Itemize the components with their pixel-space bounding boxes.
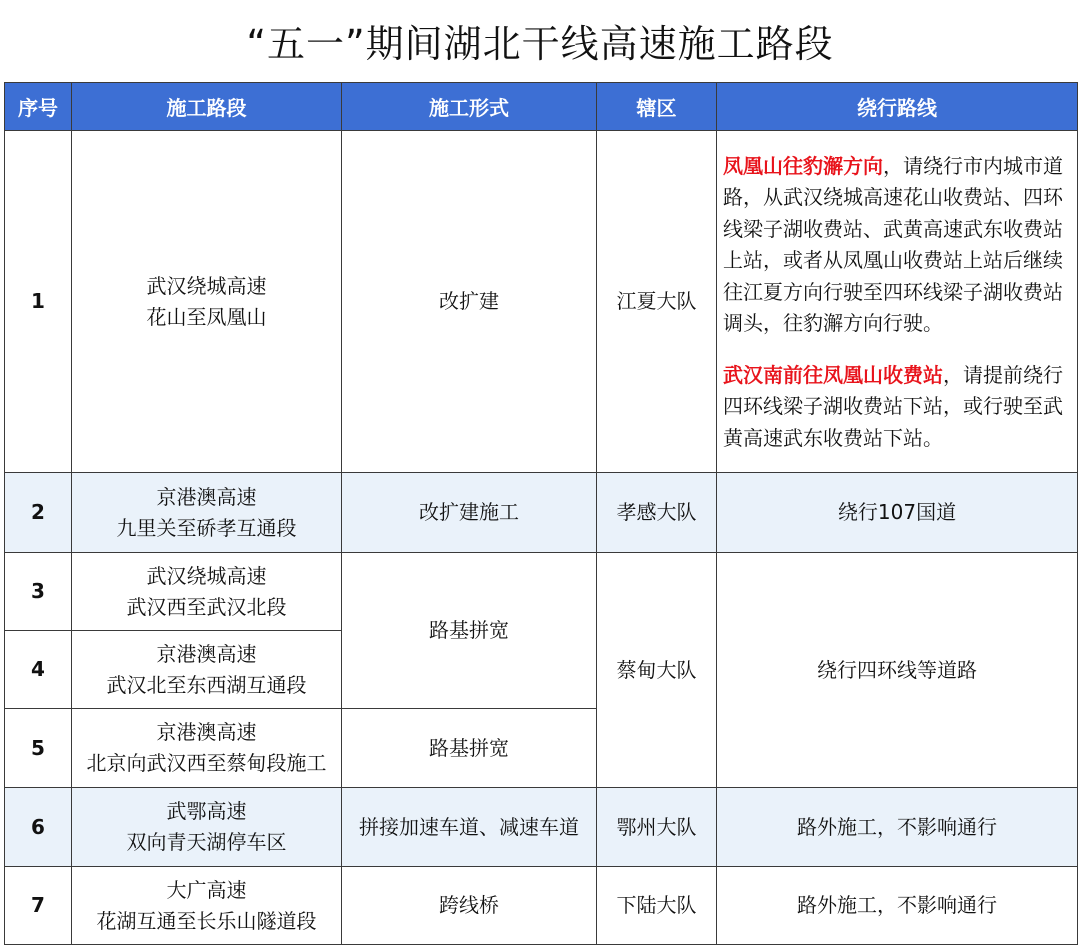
row-number: 6 bbox=[5, 788, 72, 867]
road-segment: 武汉西至武汉北段 bbox=[126, 594, 287, 619]
detour-highlight-b: 武汉南前往凤凰山收费站 bbox=[723, 362, 943, 387]
district-cell: 鄂州大队 bbox=[597, 788, 717, 867]
section-cell bbox=[72, 631, 342, 709]
header-district: 辖区 bbox=[597, 83, 717, 131]
table-row bbox=[5, 473, 1078, 553]
section-cell bbox=[72, 553, 342, 631]
road-name: 京港澳高速 bbox=[156, 720, 257, 744]
section-cell bbox=[72, 709, 342, 788]
road-name: 大广高速 bbox=[166, 877, 247, 902]
district-cell: 蔡甸大队 bbox=[597, 553, 717, 788]
header-detour: 绕行路线 bbox=[717, 83, 1078, 131]
table-row bbox=[5, 131, 1078, 473]
row-number: 4 bbox=[5, 631, 72, 709]
row-number: 5 bbox=[5, 709, 72, 788]
header-form: 施工形式 bbox=[342, 83, 597, 131]
form-cell: 改扩建施工 bbox=[342, 473, 597, 553]
section-cell bbox=[72, 131, 342, 473]
form-cell: 路基拼宽 bbox=[342, 553, 597, 709]
district-cell: 下陆大队 bbox=[597, 867, 717, 945]
row-number: 2 bbox=[5, 473, 72, 553]
road-segment: 双向青天湖停车区 bbox=[126, 830, 287, 854]
section-cell bbox=[72, 867, 342, 945]
detour-cell bbox=[717, 131, 1078, 473]
header-no: 序号 bbox=[5, 83, 72, 131]
page-title: “五一”期间湖北干线高速施工路段 bbox=[246, 21, 834, 66]
detour-paragraph-a bbox=[723, 151, 1071, 340]
form-cell: 跨线桥 bbox=[342, 867, 597, 945]
form-cell: 拼接加速车道、减速车道 bbox=[342, 788, 597, 867]
construction-table bbox=[4, 82, 1078, 945]
road-name: 武汉绕城高速 bbox=[146, 563, 267, 588]
paragraph-gap bbox=[723, 340, 1071, 360]
table-header-row bbox=[5, 83, 1078, 131]
section-cell bbox=[72, 473, 342, 553]
table-row bbox=[5, 553, 1078, 631]
road-segment: 武汉北至东西湖互通段 bbox=[106, 672, 307, 697]
table-row bbox=[5, 788, 1078, 867]
detour-cell: 绕行107国道 bbox=[717, 473, 1078, 553]
road-name: 武鄂高速 bbox=[166, 799, 247, 823]
detour-cell: 绕行四环线等道路 bbox=[717, 553, 1078, 788]
table-row bbox=[5, 867, 1078, 945]
detour-text-b: ，请提前绕行四环线梁子湖收费站下站，或行驶至武黄高速武东收费站下站。 bbox=[723, 362, 1063, 450]
header-section: 施工路段 bbox=[72, 83, 342, 131]
detour-cell: 路外施工，不影响通行 bbox=[717, 867, 1078, 945]
form-cell: 改扩建 bbox=[342, 131, 597, 473]
road-name: 京港澳高速 bbox=[156, 484, 257, 509]
row-number: 1 bbox=[5, 131, 72, 473]
detour-text-a: ，请绕行市内城市道路，从武汉绕城高速花山收费站、四环线梁子湖收费站、武黄高速武东收费站上站，或者从凤凰山收费站上站后继续往江夏方向行驶至四环线梁子湖收费站调头，往豹澥方向行驶。 bbox=[723, 153, 1063, 336]
row-number: 7 bbox=[5, 867, 72, 945]
road-segment: 北京向武汉西至蔡甸段施工 bbox=[86, 751, 327, 775]
detour-cell: 路外施工，不影响通行 bbox=[717, 788, 1078, 867]
road-segment: 花山至凤凰山 bbox=[146, 304, 267, 329]
district-cell: 江夏大队 bbox=[597, 131, 717, 473]
row-number: 3 bbox=[5, 553, 72, 631]
detour-paragraph-b bbox=[723, 360, 1071, 455]
road-segment: 九里关至硚孝互通段 bbox=[116, 515, 297, 540]
district-cell: 孝感大队 bbox=[597, 473, 717, 553]
section-cell bbox=[72, 788, 342, 867]
road-name: 京港澳高速 bbox=[156, 641, 257, 666]
road-name: 武汉绕城高速 bbox=[146, 273, 267, 298]
form-cell: 路基拼宽 bbox=[342, 709, 597, 788]
detour-highlight-a: 凤凰山往豹澥方向 bbox=[723, 153, 883, 178]
road-segment: 花湖互通至长乐山隧道段 bbox=[96, 908, 317, 933]
